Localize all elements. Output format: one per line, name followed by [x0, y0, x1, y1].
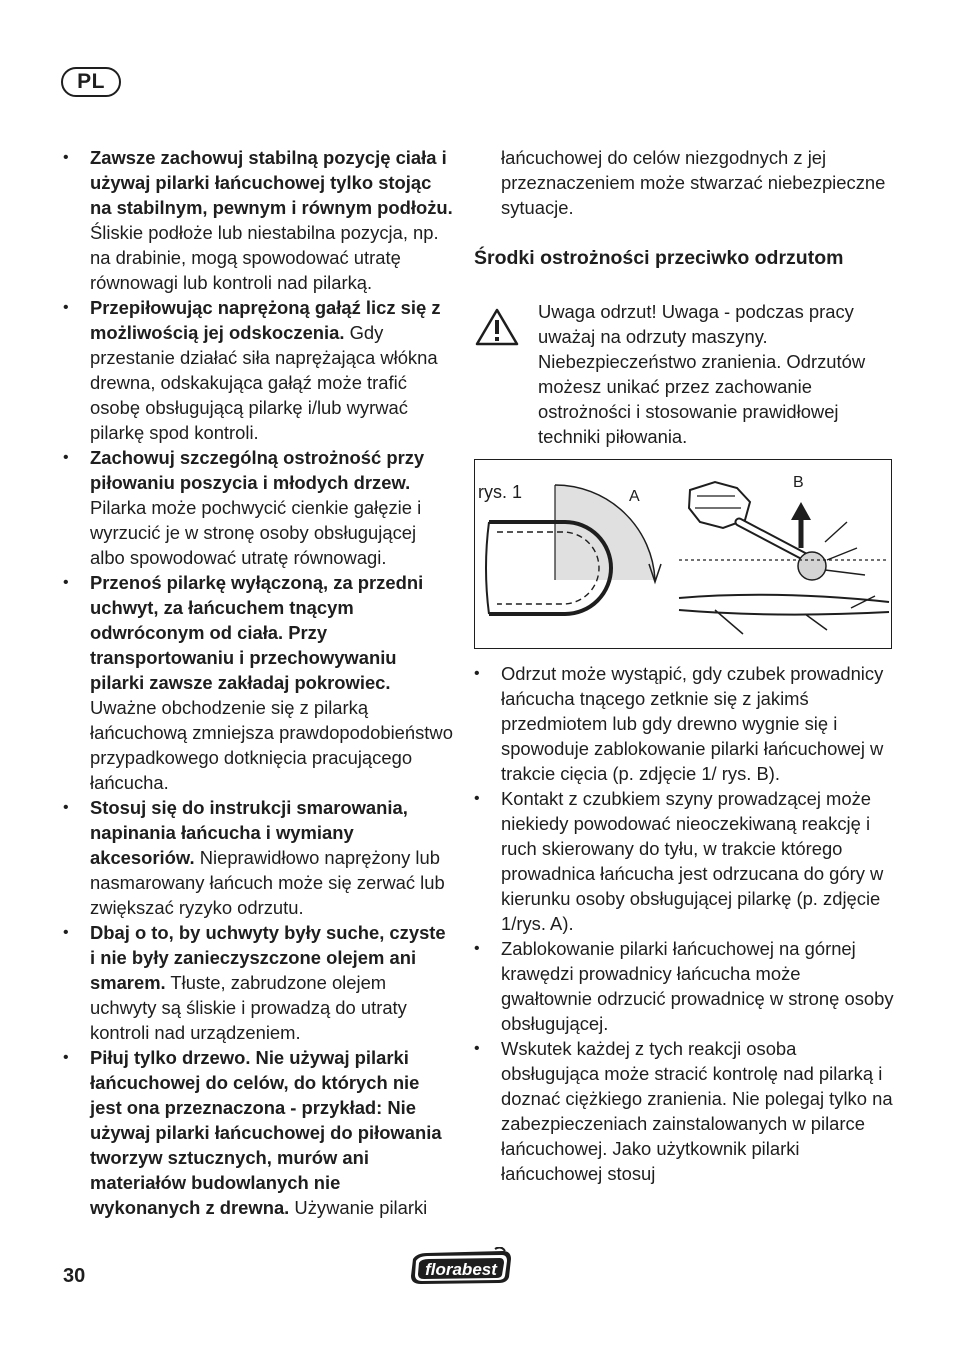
safety-list-left [63, 145, 453, 1220]
list-item-text: Pilarka może pochwycić cienkie gałęzie i wyrzucić je w stronę osoby obsługującej albo spowodować utratę równowagi. [90, 497, 422, 568]
list-item-text: Śliskie podłoże lub niestabilna pozycja, np. na drabinie, mogą spowodować utratę równowagi lub kontroli nad pilarką. [90, 222, 439, 293]
figure-caption: rys. 1 [478, 482, 523, 502]
kickback-illustration [475, 460, 893, 650]
section-heading: Środki ostrożności przeciwko odrzutom [474, 247, 844, 269]
list-item [63, 570, 453, 795]
kickback-list [474, 661, 896, 1186]
right-column [474, 145, 896, 1186]
left-column [63, 145, 453, 1220]
list-item: • Zablokowanie pilarki łańcuchowej na górnej krawędzi prowadnicy łańcucha może gwałtownie odrzucić prowadnicę w stronę osoby obsługującej. [474, 936, 896, 1036]
list-item-text: Tłuste, zabrudzone olejem uchwyty są śliskie i prowadzą do utraty kontroli nad urządzeniem. [90, 972, 407, 1043]
list-item [63, 295, 453, 445]
list-item [63, 920, 453, 1045]
list-item-bold: Piłuj tylko drzewo. Nie używaj pilarki łańcuchowej do celów, do których nie jest ona przeznaczona - przykład: Nie używaj pilarki łańcuchowej do piłowania tworzyw sztucznych, murów ani materiałów budowlanych nie wykonanych z drewna. [90, 1047, 442, 1218]
florabest-logo [407, 1247, 517, 1287]
list-item-bold: Dbaj o to, by uchwyty były suche, czyste i nie były zanieczyszczone olejem ani smarem. [90, 922, 446, 993]
list-item [63, 1045, 453, 1220]
kickback-figure [474, 459, 892, 649]
list-item: • Odrzut może wystąpić, gdy czubek prowadnicy łańcucha tnącego zetknie się z jakimś przedmiotem lub gdy drewno wygnie się i spowoduje zablokowanie pilarki łańcuchowej w trakcie cięcia (p. zdjęcie 1/ rys. B). [474, 661, 896, 786]
list-item-text: Uważne obchodzenie się z pilarką łańcuchową zmniejsza prawdopodobieństwo przypadkowego dotknięcia pracującego łańcucha. [90, 697, 453, 793]
list-item: • Kontakt z czubkiem szyny prowadzącej może niekiedy powodować nieoczekiwaną reakcję i ruch skierowany do tyłu, w trakcie którego prowadnica łańcucha jest odrzucana do góry w kierunku osoby obsługującej pilarkę (p. zdjęcie 1/rys. A). [474, 786, 896, 936]
svg-text:florabest: florabest [425, 1260, 497, 1279]
page-number: 30 [63, 1265, 86, 1287]
warning-triangle-icon [474, 299, 538, 449]
list-item-text: Gdy przestanie działać siła naprężająca włókna drewna, odskakująca gałąź może trafić osobę obsługującą pilarkę i/lub wyrwać pilarkę spod kontroli. [90, 322, 438, 443]
list-item-bold: Przenoś pilarkę wyłączoną, za przedni uchwyt, za łańcuchem tnącym odwróconym od ciała. Przy transportowaniu i przechowywaniu pilarki zawsze zakładaj pokrowiec. [90, 572, 424, 693]
list-item-bold: Zawsze zachowuj stabilną pozycję ciała i używaj pilarki łańcuchowej tylko stojąc na stabilnym, pewnym i równym podłożu. [90, 147, 453, 218]
list-item-text: Używanie pilarki [289, 1197, 428, 1218]
figure-label-b: B [793, 474, 804, 491]
figure-label-a: A [629, 488, 640, 505]
list-item-text: Nieprawidłowo naprężony lub nasmarowany łańcuch może się zerwać lub zwiększać ryzyko odrzutu. [90, 847, 445, 918]
list-item-bold: Stosuj się do instrukcji smarowania, napinania łańcucha i wymiany akcesoriów. [90, 797, 408, 868]
list-item-bold: Przepiłowując naprężoną gałąź licz się z możliwością jej odskoczenia. [90, 297, 441, 343]
list-item: • Wskutek każdej z tych reakcji osoba obsługująca może stracić kontrolę nad pilarką i doznać ciężkiego zranienia. Nie polegaj tylko na zabezpieczeniach zainstalowanych w pilarce łańcuchowej. Jako użytkownik pilarki łańcuchowej stosuj [474, 1036, 896, 1186]
language-badge: PL [61, 67, 121, 97]
list-item [63, 145, 453, 295]
list-item [63, 795, 453, 920]
list-item-bold: Zachowuj szczególną ostrożność przy piłowaniu poszycia i młodych drzew. [90, 447, 425, 493]
warning-box [474, 299, 896, 449]
continuation-text: łańcuchowej do celów niezgodnych z jej przeznaczeniem może stwarzać niebezpieczne sytuacje. [501, 147, 886, 218]
list-item [63, 445, 453, 570]
warning-text: Uwaga odrzut! Uwaga - podczas pracy uważaj na odrzuty maszyny. Niebezpieczeństwo zranienia. Odrzutów możesz unikać przez zachowanie ostrożności i stosowanie prawidłowej techniki piłowania. [538, 301, 866, 447]
